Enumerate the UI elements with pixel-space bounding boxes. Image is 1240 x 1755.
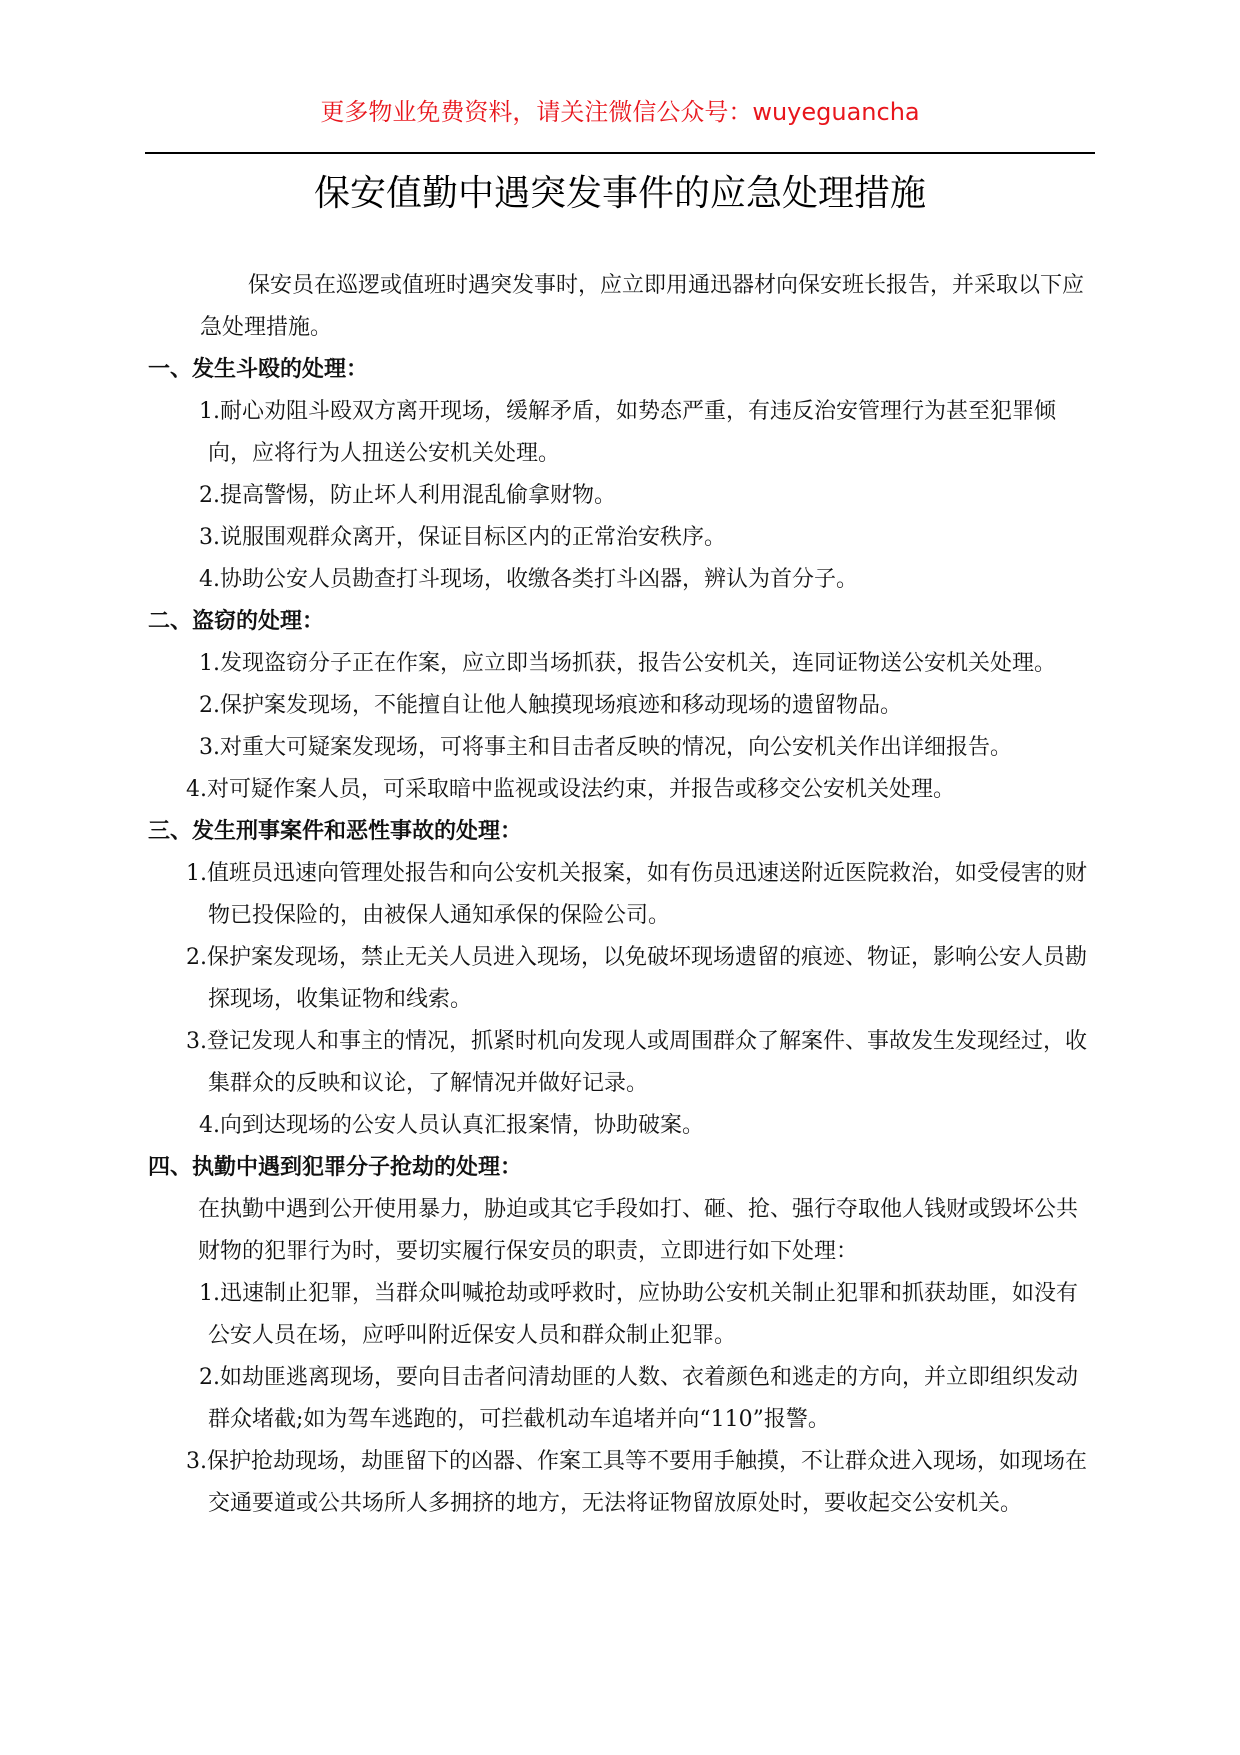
list-item: 1.发现盗窃分子正在作案，应立即当场抓获，报告公安机关，连同证物送公安机关处理。 <box>199 651 1056 676</box>
list-item: 4.向到达现场的公安人员认真汇报案情，协助破案。 <box>199 1113 704 1138</box>
section-paragraph: 在执勤中遇到公开使用暴力，胁迫或其它手段如打、砸、抢、强行夺取他人钱财或毁坏公共财物的犯罪行为时，要切实履行保安员的职责，立即进行如下处理： <box>198 1197 1079 1264</box>
list-item: 3.对重大可疑案发现场，可将事主和目击者反映的情况，向公安机关作出详细报告。 <box>199 735 1012 760</box>
list-item: 2.如劫匪逃离现场，要向目击者问清劫匪的人数、衣着颜色和逃走的方向，并立即组织发动群众堵截;如为驾车逃跑的，可拦截机动车追堵并向“110”报警。 <box>199 1365 1078 1432</box>
list-item: 1.值班员迅速向管理处报告和向公安机关报案，如有伤员迅速送附近医院救治，如受侵害的财物已投保险的，由被保人通知承保的保险公司。 <box>186 861 1087 928</box>
list-item: 2.提高警惕，防止坏人利用混乱偷拿财物。 <box>199 483 616 508</box>
header-divider <box>145 152 1095 154</box>
header-notice: 更多物业免费资料，请关注微信公众号：wuyeguancha <box>320 98 920 126</box>
list-item: 1.迅速制止犯罪，当群众叫喊抢劫或呼救时，应协助公安机关制止犯罪和抓获劫匪，如没有公安人员在场，应呼叫附近保安人员和群众制止犯罪。 <box>199 1281 1078 1348</box>
section-heading: 四、执勤中遇到犯罪分子抢劫的处理： <box>148 1155 523 1180</box>
list-item: 4.对可疑作案人员，可采取暗中监视或设法约束，并报告或移交公安机关处理。 <box>186 777 955 802</box>
list-item: 3.登记发现人和事主的情况，抓紧时机向发现人或周围群众了解案件、事故发生发现经过，收集群众的反映和议论，了解情况并做好记录。 <box>186 1029 1087 1096</box>
list-item: 2.保护案发现场，禁止无关人员进入现场，以免破坏现场遗留的痕迹、物证，影响公安人员勘探现场，收集证物和线索。 <box>186 945 1087 1012</box>
list-item: 1.耐心劝阻斗殴双方离开现场，缓解矛盾，如势态严重，有违反治安管理行为甚至犯罪倾向，应将行为人扭送公安机关处理。 <box>199 399 1056 466</box>
section-heading: 三、发生刑事案件和恶性事故的处理： <box>148 819 523 844</box>
section-heading: 二、盗窃的处理： <box>148 609 325 634</box>
page-title: 保安值勤中遇突发事件的应急处理措施 <box>313 173 926 214</box>
list-item: 2.保护案发现场，不能擅自让他人触摸现场痕迹和移动现场的遗留物品。 <box>199 693 902 718</box>
intro-paragraph: 保安员在巡逻或值班时遇突发事时，应立即用通迅器材向保安班长报告，并采取以下应急处理措施。 <box>200 273 1085 340</box>
list-item: 3.保护抢劫现场，劫匪留下的凶器、作案工具等不要用手触摸，不让群众进入现场，如现场在交通要道或公共场所人多拥挤的地方，无法将证物留放原处时，要收起交公安机关。 <box>186 1449 1087 1516</box>
list-item: 3.说服围观群众离开，保证目标区内的正常治安秩序。 <box>199 525 726 550</box>
list-item: 4.协助公安人员勘查打斗现场，收缴各类打斗凶器，辨认为首分子。 <box>199 567 858 592</box>
section-heading: 一、发生斗殴的处理： <box>148 357 369 382</box>
document-body <box>148 265 1093 1525</box>
